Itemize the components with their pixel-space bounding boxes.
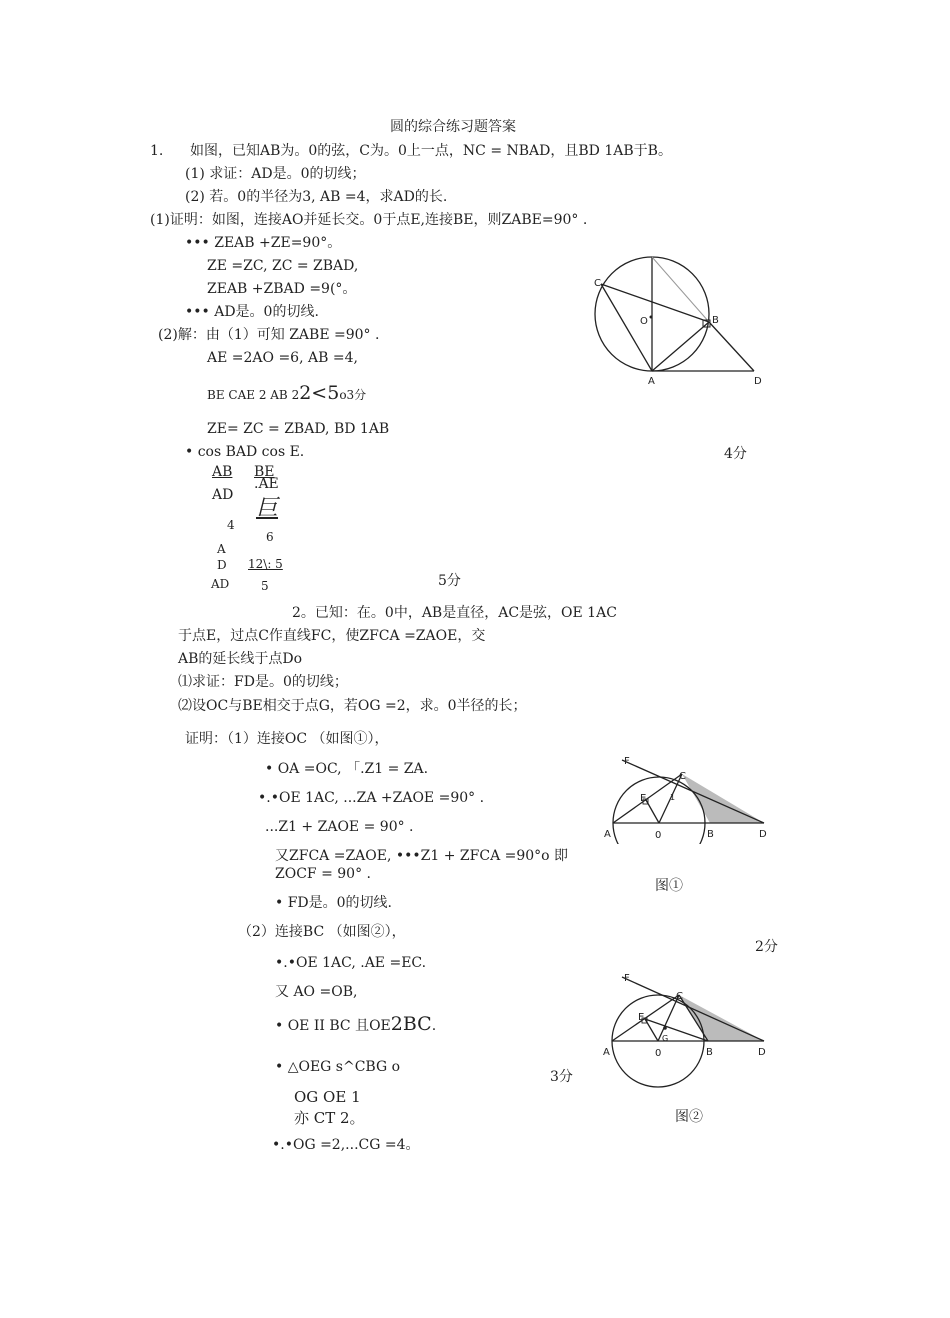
- fig3-label-d: D: [758, 1047, 766, 1058]
- q2-stem: AB的延长线于点Do: [178, 651, 303, 667]
- q2-solution-line: [275, 1015, 436, 1035]
- q1-part1: (1) 求证：AD是。0的切线；: [185, 166, 366, 182]
- q2-proof-line: • OA =OC, 「.Z1 = ZA.: [265, 761, 429, 777]
- fig3-label-g: G: [662, 1034, 669, 1043]
- score-2: 2分: [755, 939, 778, 955]
- formula-text: .: [431, 1018, 437, 1034]
- fig2-label-1: 1: [670, 793, 676, 802]
- q1-figure: [585, 250, 775, 392]
- fig2-label-e: E: [640, 793, 647, 804]
- q2-proof-line: ...Z1 + ZAOE = 90° .: [265, 819, 414, 835]
- formula-text: 6: [266, 530, 274, 544]
- q2-proof-line: ZOCF = 90° .: [275, 866, 371, 882]
- fraction-numerator: AB: [212, 464, 233, 480]
- q1-proof-head: (1)证明：如图，连接AO并延长交。0于点E,连接BE，则ZABE=90° .: [150, 212, 588, 228]
- q1-proof-line: ZE =ZC, ZC = ZBAD,: [207, 258, 359, 274]
- fig1-label-d: D: [754, 376, 762, 387]
- q1-solution-line: AE =2AO =6, AB =4,: [207, 350, 358, 366]
- fig1-label-a: A: [648, 376, 655, 387]
- q2-solution-line: OG OE 1: [294, 1088, 361, 1106]
- q2-solution-line: •.•OE 1AC, .AE =EC.: [275, 955, 427, 971]
- fig2-label-a: A: [604, 829, 611, 840]
- score-4: 4分: [724, 446, 747, 462]
- fig2-label-f: F: [624, 756, 630, 767]
- q1-number: 1.: [150, 143, 164, 159]
- q1-stem: 如图，已知AB为。0的弦，C为。0上一点，NC = NBAD，且BD 1AB于B。: [190, 143, 672, 159]
- q1-proof-line: ZEAB +ZBAD =9(°。: [207, 281, 357, 297]
- formula-text: 12\: 5: [248, 557, 283, 571]
- q2-proof-line: 又ZFCA =ZAOE, •••Z1 + ZFCA =90°o 即: [275, 848, 569, 864]
- q1-solution-line: [207, 384, 366, 404]
- fig3-label-a: A: [603, 1047, 610, 1058]
- q2-stem: 2。已知：在。0中，AB是直径，AC是弦，OE 1AC: [292, 605, 617, 621]
- fig2-label-c: C: [679, 771, 686, 782]
- q1-proof-line: ••• AD是。0的切线.: [185, 304, 319, 320]
- fig3-label-b: B: [706, 1047, 713, 1058]
- q1-solution-head: (2)解：由（1）可知 ZABE =90° .: [158, 327, 380, 343]
- formula-text: 2<5: [299, 382, 340, 404]
- score-text: o3分: [339, 388, 367, 402]
- fig1-label-b: B: [712, 315, 719, 326]
- q2-solution-line: • △OEG s^CBG o: [275, 1059, 401, 1075]
- q1-part2: (2) 若。0的半径为3, AB =4，求AD的长.: [185, 189, 448, 205]
- q2-proof-head: 证明：（1）连接OC （如图①），: [185, 731, 389, 747]
- q2-solution-head: （2）连接BC （如图②），: [238, 924, 406, 940]
- q2-solution-line: 亦 CT 2。: [294, 1109, 365, 1127]
- q2-stem: 于点E，过点C作直线FC，使ZFCA =ZAOE，交: [178, 628, 486, 644]
- formula-text: • OE II BC 且OE: [275, 1018, 391, 1034]
- fig1-label-c: C: [594, 278, 601, 289]
- fig2-label-b: B: [707, 829, 714, 840]
- fraction-denominator: AD: [212, 487, 234, 503]
- formula-text: .AE: [254, 476, 279, 492]
- q2-proof-line: •.•OE 1AC, ...ZA +ZAOE =90° .: [258, 790, 485, 806]
- q2-part2: ⑵设OC与BE相交于点G，若OG =2，求。0半径的长；: [178, 698, 527, 714]
- formula-text: BE CAE 2 AB 2: [207, 388, 300, 402]
- q2-proof-line: • FD是。0的切线.: [275, 895, 393, 911]
- formula-text: D: [217, 558, 227, 572]
- fig1-label-o: O: [640, 316, 648, 327]
- score-3: 3分: [550, 1069, 573, 1085]
- formula-text: 2BC: [390, 1013, 432, 1035]
- formula-text: 4: [227, 518, 235, 532]
- fig2-label-o: 0: [655, 830, 662, 841]
- fraction-numerator: BE: [254, 464, 275, 480]
- q1-solution-line: ZE= ZC = ZBAD, BD 1AB: [207, 421, 390, 437]
- q1-proof-line: ••• ZEAB +ZE=90°。: [185, 235, 342, 251]
- formula-text: 巨: [256, 496, 279, 521]
- q2-figure-2: [598, 968, 773, 1092]
- q2-part1: ⑴求证：FD是。0的切线；: [178, 674, 348, 690]
- q2-solution-line: 又 AO =OB,: [275, 984, 358, 1000]
- fig2-label-d: D: [759, 829, 767, 840]
- formula-text: 5: [261, 579, 269, 593]
- page-title: 圆的综合练习题答案: [390, 119, 516, 135]
- score-5: 5分: [438, 573, 461, 589]
- q1-solution-line: • cos BAD cos E.: [185, 444, 305, 460]
- q2-solution-line: •.•OG =2,...CG =4。: [272, 1137, 420, 1153]
- formula-text: A: [217, 542, 226, 556]
- fig3-label-o: 0: [655, 1048, 662, 1059]
- fig3-label-c: C: [676, 991, 683, 1002]
- figure-caption-1: 图①: [655, 878, 683, 894]
- figure-caption-2: 图②: [675, 1109, 703, 1125]
- fig3-label-e: E: [638, 1012, 645, 1023]
- formula-text: AD: [211, 577, 230, 591]
- fig3-label-f: F: [624, 973, 630, 984]
- q2-figure-1: [598, 752, 773, 844]
